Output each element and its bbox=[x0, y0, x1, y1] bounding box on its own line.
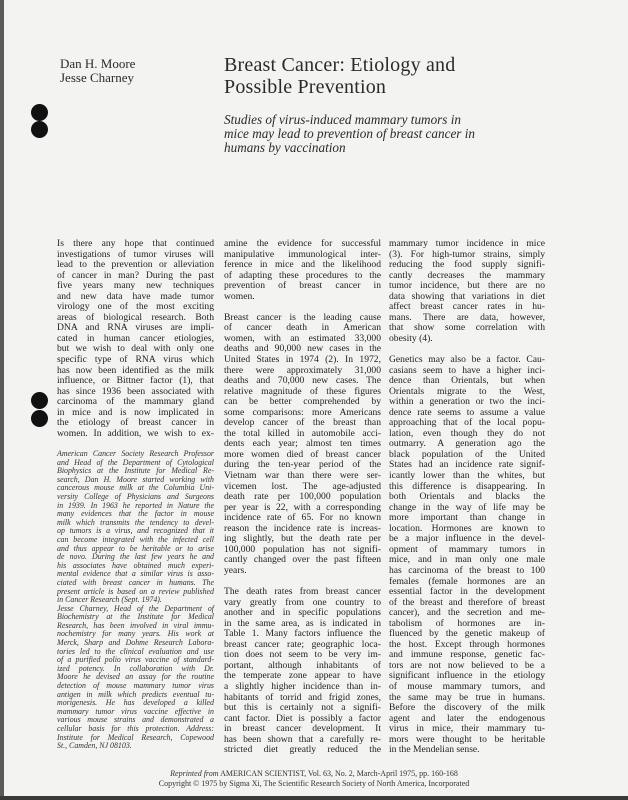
text-line: another and in specific populations bbox=[224, 607, 381, 619]
text-line: de novo. During the last few years he and bbox=[57, 552, 214, 562]
text-line: women, with an estimated 33,000 bbox=[224, 332, 381, 344]
text-line: the host. Except through hormones bbox=[389, 638, 545, 650]
text-line: tabolism of hormones are in- bbox=[389, 617, 545, 629]
text-line: casians seem to have a higher inci- bbox=[389, 364, 545, 376]
text-line: in mice and is now implicated in bbox=[57, 406, 214, 418]
text-line: of adapting these procedures to the bbox=[224, 269, 381, 281]
text-line: vary greatly from one country to bbox=[224, 596, 381, 608]
text-line: of mouse mammary tumors, and bbox=[389, 680, 545, 692]
text-line: essential factor in the development bbox=[389, 586, 545, 598]
text-line: mammary tumor virus vaccine effective in bbox=[57, 706, 214, 716]
text-line: Biophysics at the Institute for Medical Re- bbox=[57, 466, 214, 476]
author-name: Jesse Charney bbox=[60, 70, 135, 85]
text-line: be a major influence in the devel- bbox=[389, 533, 545, 545]
text-line: black population of the United bbox=[389, 448, 545, 460]
subtitle-line: mice may lead to prevention of breast cancer in bbox=[224, 126, 475, 141]
text-line: icantly lower than the whites, but bbox=[389, 470, 545, 482]
article-subtitle bbox=[224, 113, 475, 155]
text-line: outmarry. A generation ago the bbox=[389, 438, 545, 450]
page-bottom-edge bbox=[0, 796, 628, 800]
text-line: Is there any hope that continued bbox=[57, 238, 214, 249]
text-line: of cancer death in American bbox=[224, 322, 381, 334]
text-line: during the ten-year period of the bbox=[224, 459, 381, 471]
text-line: specific type of RNA virus which bbox=[57, 354, 214, 366]
text-line: females (female hormones are an bbox=[389, 575, 545, 587]
text-line: in breast cancer development. It bbox=[224, 723, 381, 735]
text-line: Institute for Medical Research, Copewood bbox=[57, 732, 214, 742]
text-line: influence, or Bittner factor (1), that bbox=[57, 375, 214, 387]
text-line: dence than Orientals, but when bbox=[389, 375, 545, 387]
text-line: deaths and 90,000 new cases in the bbox=[224, 343, 381, 355]
text-line: lead to the prevention or alleviation bbox=[57, 259, 214, 271]
text-line: deaths and 70,000 new cases. The bbox=[224, 375, 381, 387]
paragraph bbox=[57, 239, 214, 439]
text-line: of cancer in man? During the past bbox=[57, 269, 214, 281]
text-line: five years many new techniques bbox=[57, 280, 214, 292]
text-line: has now been identified as the milk bbox=[57, 364, 214, 376]
text-line: United States in 1974 (2). In 1972, bbox=[224, 354, 381, 366]
text-line: The death rates from breast cancer bbox=[224, 586, 381, 598]
text-line: cated in human cancer etiologies, bbox=[57, 332, 214, 344]
text-line: Vietnam war than there were ser- bbox=[224, 470, 381, 482]
copyright-line: Copyright © 1975 by Sigma Xi, The Scientific Research Society of North America, Incorporated bbox=[158, 779, 470, 788]
reprint-prefix: Reprinted from bbox=[170, 769, 219, 778]
text-line: change in the way of life may be bbox=[389, 501, 545, 513]
text-line: ciated with breast cancer in humans. The bbox=[57, 577, 214, 587]
text-line: 100,000 population has not signifi- bbox=[224, 543, 381, 555]
text-line: (3). For high-tumor strains, simply bbox=[389, 248, 545, 260]
text-line: death rate per 100,000 population bbox=[224, 491, 381, 503]
text-line: the temperate zone appear to have bbox=[224, 670, 381, 682]
authors bbox=[60, 57, 135, 85]
text-line: tion does not seem to be very im- bbox=[224, 649, 381, 661]
text-line: detection of mouse mammary tumor virus bbox=[57, 681, 214, 691]
text-line: amine the evidence for successful bbox=[224, 238, 381, 249]
text-line: both Orientals and blacks the bbox=[389, 491, 545, 503]
text-line: Merck, Sharp and Dohme Research Labora- bbox=[57, 638, 214, 648]
paragraph bbox=[389, 239, 545, 344]
text-line: per year is 22, with a corresponding bbox=[224, 501, 381, 513]
text-line: States had an incidence rate signif- bbox=[389, 459, 545, 471]
text-line: many evidences that the factor in mouse bbox=[57, 509, 214, 519]
text-line: habitants of torrid and frigid zones, bbox=[224, 691, 381, 703]
text-line: can be better comprehended by bbox=[224, 396, 381, 408]
text-line: in the same area, as is indicated in bbox=[224, 617, 381, 629]
reprint-footer bbox=[0, 769, 628, 789]
text-line: can become integrated with the infected cell bbox=[57, 534, 214, 544]
text-line: St., Camden, NJ 08103. bbox=[57, 741, 132, 751]
text-line: more important than change in bbox=[389, 512, 545, 524]
text-line: years. bbox=[224, 564, 247, 576]
punch-hole bbox=[31, 392, 48, 409]
text-line: Biochemistry at the Institute for Medical bbox=[57, 612, 214, 622]
text-line: and new data have made tumor bbox=[57, 290, 214, 302]
text-line: develop cancer of the breast than bbox=[224, 417, 381, 429]
text-line: of a purified polio virus vaccine of standard- bbox=[57, 655, 214, 665]
text-line: mammary tumor incidence in mice bbox=[389, 238, 545, 249]
text-line: opment of mammary tumors in bbox=[389, 543, 545, 555]
text-line: DNA and RNA viruses are impli- bbox=[57, 322, 214, 334]
text-line: Before the discovery of the milk bbox=[389, 702, 545, 714]
text-line: agent and later the endogenous bbox=[389, 712, 545, 724]
text-line: Moore he devised an assay for the routine bbox=[57, 672, 214, 682]
text-line: vicemen lost. The age-adjusted bbox=[224, 480, 381, 492]
text-line: in 1939. In 1963 he reported in Nature the bbox=[57, 500, 214, 510]
paragraph bbox=[389, 355, 545, 756]
text-line: relative magnitude of these figures bbox=[224, 385, 381, 397]
text-line: significant influence in the etiology bbox=[389, 670, 545, 682]
text-line: some comparisons: more Americans bbox=[224, 406, 381, 418]
text-line: ized potency. In collaboration with Dr. bbox=[57, 663, 214, 673]
text-line: mans. There are data, however, bbox=[389, 311, 545, 323]
text-line: cantly changed over the past fifteen bbox=[224, 554, 381, 566]
text-line: tors are not now believed to be a bbox=[389, 659, 545, 671]
body-column-2 bbox=[224, 239, 381, 766]
reprint-source: AMERICAN SCIENTIST, Vol. 63, No. 2, March-April 1975, pp. 160-168 bbox=[218, 769, 458, 778]
text-line: tumor incidence, but there are no bbox=[389, 280, 545, 292]
text-line: but this is certainly not a signifi- bbox=[224, 702, 381, 714]
text-line: dents each year; almost ten times bbox=[224, 438, 381, 450]
text-line: virus in mice, their mammary tu- bbox=[389, 723, 545, 735]
paragraph bbox=[57, 450, 214, 605]
text-line: this difference is disappearing. In bbox=[389, 480, 545, 492]
text-line: affect breast cancer rates in hu- bbox=[389, 301, 545, 313]
paragraph bbox=[224, 587, 381, 756]
text-line: data showing that variations in diet bbox=[389, 290, 545, 302]
text-line: milk which transmits the tendency to devel- bbox=[57, 517, 214, 527]
body-column-1 bbox=[57, 239, 214, 450]
article-title bbox=[224, 54, 455, 98]
page-binding-edge bbox=[0, 0, 4, 800]
text-line: Orientals migrate to the West, bbox=[389, 385, 545, 397]
text-line: mice, and in man only one male bbox=[389, 554, 545, 566]
text-line: the total killed in automobile acci- bbox=[224, 427, 381, 439]
text-line: areas of biological research. Both bbox=[57, 311, 214, 323]
text-line: the same may be true in humans. bbox=[389, 691, 545, 703]
text-line: fluenced by the genetic makeup of bbox=[389, 628, 545, 640]
text-line: obesity (4). bbox=[389, 332, 433, 344]
text-line: has since 1936 been associated with bbox=[57, 385, 214, 397]
text-line: manipulative immunological inter- bbox=[224, 248, 381, 260]
text-line: tories led to the clinical evaluation and use bbox=[57, 646, 214, 656]
text-line: approaching that of the local popu- bbox=[389, 417, 545, 429]
text-line: cancerous mouse milk at the Columbia Uni- bbox=[57, 483, 214, 493]
text-line: morigenesis. He has developed a killed bbox=[57, 698, 214, 708]
text-line: Table 1. Many factors influence the bbox=[224, 628, 381, 640]
text-line: in Cancer Research (Sept. 1974). bbox=[57, 595, 162, 605]
text-line: portant, although inhabitants of bbox=[224, 659, 381, 671]
text-line: of the breast and therefore of breast bbox=[389, 596, 545, 608]
text-line: reducing the food supply signifi- bbox=[389, 259, 545, 271]
text-line: location. Hormones are known to bbox=[389, 522, 545, 534]
text-line: and immune response, genetic fac- bbox=[389, 649, 545, 661]
author-name: Dan H. Moore bbox=[60, 56, 136, 71]
reprint-line bbox=[0, 769, 628, 779]
text-line: American Cancer Society Research Professor bbox=[57, 449, 214, 458]
text-line: cellular basis for this protection. Address: bbox=[57, 724, 214, 733]
punch-hole bbox=[31, 410, 48, 427]
text-line: in the Mendelian sense. bbox=[389, 744, 480, 756]
text-line: search, Dan H. Moore started working with bbox=[57, 474, 214, 484]
text-line: Jesse Charney, Head of the Department of bbox=[57, 603, 214, 613]
paragraph bbox=[224, 239, 381, 302]
text-line: prevention of breast cancer in bbox=[224, 280, 381, 292]
text-line: present article is based on a review published bbox=[57, 586, 214, 596]
text-line: cantly decreases the mammary bbox=[389, 269, 545, 281]
paragraph bbox=[224, 313, 381, 577]
text-line: cant factor. Diet is possibly a factor bbox=[224, 712, 381, 724]
text-line: nochemistry for many years. His work at bbox=[57, 629, 214, 639]
text-line: Genetics may also be a factor. Cau- bbox=[389, 354, 545, 366]
text-line: incidence rate of 65. For no known bbox=[224, 512, 381, 524]
text-line: carcinoma of the mammary gland bbox=[57, 396, 214, 408]
text-line: his associates have obtained much experi- bbox=[57, 560, 214, 570]
text-line: ference in mice and the likelihood bbox=[224, 259, 381, 271]
text-line: there were approximately 31,000 bbox=[224, 364, 381, 376]
text-line: but we wish to deal with only one bbox=[57, 343, 214, 355]
text-line: lation, even though they do not bbox=[389, 427, 545, 439]
text-line: Breast cancer is the leading cause bbox=[224, 311, 381, 323]
text-line: mors were thought to be heritable bbox=[389, 733, 545, 745]
text-line: a slightly higher incidence than in- bbox=[224, 680, 381, 692]
subtitle-line: humans by vaccination bbox=[224, 140, 346, 155]
text-line: op tumors is a virus, and recognized that it bbox=[57, 526, 214, 536]
text-line: antigen in milk which predicts eventual tu- bbox=[57, 689, 214, 699]
title-line: Breast Cancer: Etiology and bbox=[224, 54, 456, 76]
text-line: cancer), and the secretion and me- bbox=[389, 607, 545, 619]
text-line: virology one of the most exciting bbox=[57, 301, 214, 313]
text-line: women. In addition, we wish to ex- bbox=[57, 427, 214, 439]
text-line: and Head of the Department of Cytological bbox=[57, 457, 214, 467]
text-line: dence rate seems to assume a value bbox=[389, 406, 545, 418]
text-line: more women died of breast cancer bbox=[224, 448, 381, 460]
title-line: Possible Prevention bbox=[224, 76, 387, 98]
text-line: stricted diet greatly reduced the bbox=[224, 744, 381, 756]
text-line: women. bbox=[224, 290, 255, 302]
text-line: Research, has been involved in viral immu- bbox=[57, 620, 214, 630]
text-line: and thus appear to be heritable or to arise bbox=[57, 543, 214, 553]
text-line: various mouse strains and demonstrated a bbox=[57, 715, 214, 725]
paragraph bbox=[57, 605, 214, 751]
punch-hole bbox=[31, 121, 48, 138]
text-line: the etiology of breast cancer in bbox=[57, 417, 214, 429]
author-biography-caption bbox=[57, 450, 214, 751]
text-line: has carcinoma of the breast to 100 bbox=[389, 564, 545, 576]
subtitle-line: Studies of virus-induced mammary tumors in bbox=[224, 112, 461, 127]
text-line: has been shown that a carefully re- bbox=[224, 733, 381, 745]
text-line: breast cancer rate; geographic loca- bbox=[224, 638, 381, 650]
text-line: reason the incidence rate is increas- bbox=[224, 522, 381, 534]
text-line: ing slightly, but the death rate per bbox=[224, 533, 381, 545]
text-line: mental evidence that a similar virus is asso- bbox=[57, 569, 214, 579]
text-line: investigations of tumor viruses will bbox=[57, 248, 214, 260]
body-column-3 bbox=[389, 239, 545, 766]
punch-hole bbox=[31, 104, 48, 121]
text-line: versity College of Physicians and Surgeons bbox=[57, 491, 214, 501]
text-line: that show some correlation with bbox=[389, 322, 545, 334]
text-line: within a generation or two the inci- bbox=[389, 396, 545, 408]
